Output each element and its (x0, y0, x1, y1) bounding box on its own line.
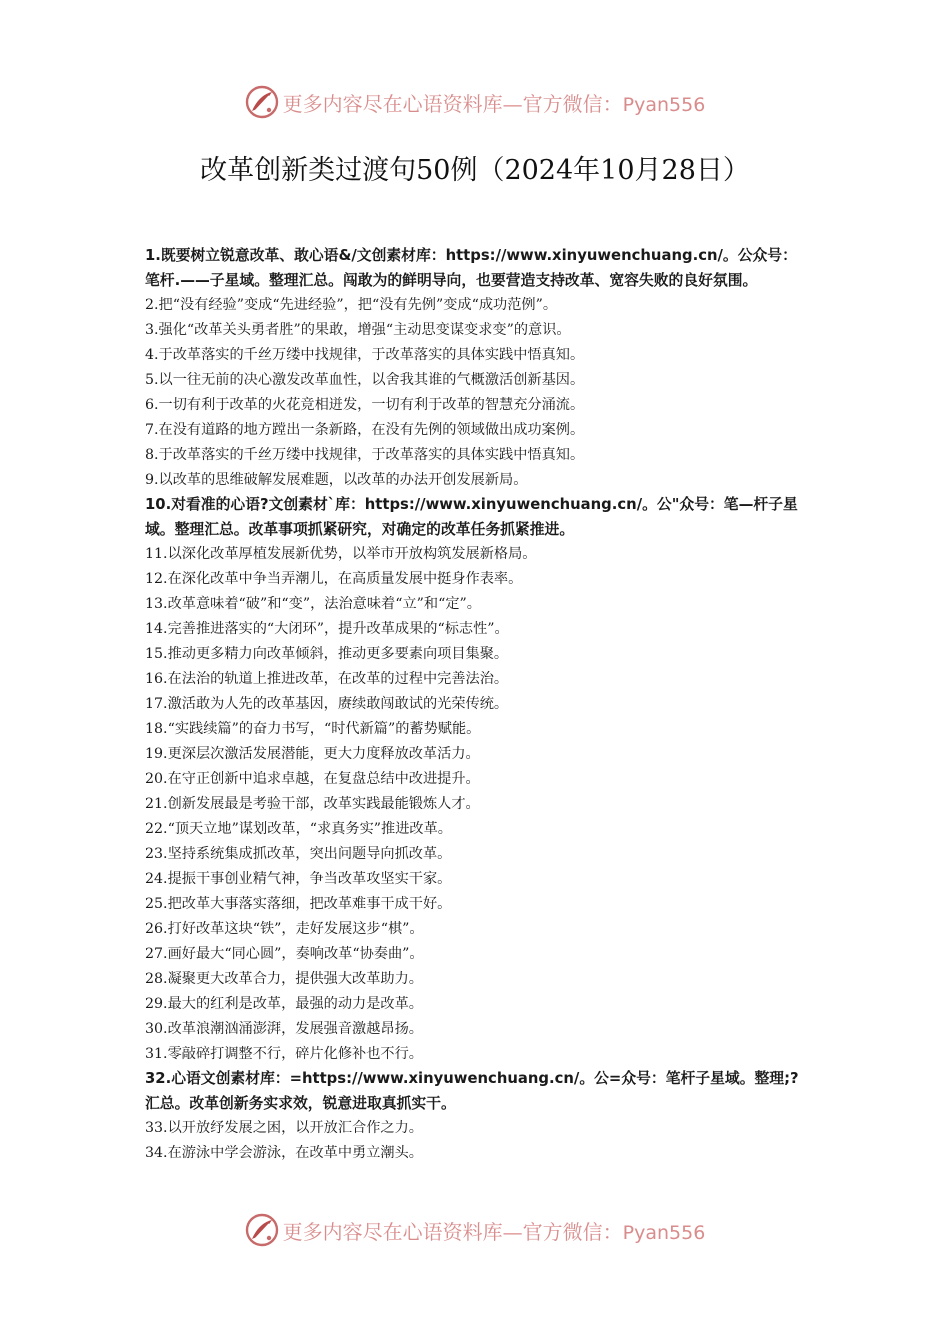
list-item: 15.推动更多精力向改革倾斜，推动更多要素向项目集聚。 (145, 646, 509, 662)
list-item: 3.强化“改革关头勇者胜”的果敢，增强“主动思变谋变求变”的意识。 (145, 322, 571, 338)
list-item: 32.心语文创素材库：=https://www.xinyuwenchuang.cn/。公=众号：笔杆子星域。整理;?汇总。改革创新务实求效，锐意进取真抓实干。 (145, 1070, 799, 1112)
list-item: 22.“顶天立地”谋划改革，“求真务实”推进改革。 (145, 821, 452, 837)
list-item: 24.提振干事创业精气神，争当改革攻坚实干家。 (145, 871, 452, 887)
list-item: 16.在法治的轨道上推进改革，在改革的过程中完善法治。 (145, 671, 509, 687)
list-item: 31.零敲碎打调整不行，碎片化修补也不行。 (145, 1046, 423, 1062)
list-item: 23.坚持系统集成抓改革，突出问题导向抓改革。 (145, 846, 452, 862)
list-item: 25.把改革大事落实落细，把改革难事干成干好。 (145, 896, 452, 912)
list-item: 29.最大的红利是改革，最强的动力是改革。 (145, 996, 423, 1012)
list-item: 17.激活敢为人先的改革基因，赓续敢闯敢试的光荣传统。 (145, 696, 509, 712)
page-title: 改革创新类过渡句50例（2024年10月28日） (200, 155, 750, 186)
banner-text: 更多内容尽在心语资料库—官方微信：Pyan556 (282, 1219, 706, 1244)
list-item: 30.改革浪潮汹涌澎湃，发展强音激越昂扬。 (145, 1021, 423, 1037)
list-item: 34.在游泳中学会游泳，在改革中勇立潮头。 (145, 1145, 423, 1161)
list-item: 5.以一往无前的决心激发改革血性，以舍我其谁的气概激活创新基因。 (145, 372, 585, 388)
banner-handle: Pyan556 (622, 93, 706, 116)
list-item: 26.打好改革这块“铁”，走好发展这步“棋”。 (145, 921, 424, 937)
list-item: 28.凝聚更大改革合力，提供强大改革助力。 (145, 971, 423, 987)
list-item: 7.在没有道路的地方蹚出一条新路，在没有先例的领域做出成功案例。 (145, 422, 585, 438)
banner-text: 更多内容尽在心语资料库—官方微信：Pyan556 (282, 91, 706, 116)
list-item: 19.更深层次激活发展潜能，更大力度释放改革活力。 (145, 746, 480, 762)
footer-watermark-banner (0, 1210, 950, 1250)
list-item: 21.创新发展最是考验干部，改革实践最能锻炼人才。 (145, 796, 480, 812)
header-watermark-banner (0, 82, 950, 122)
list-item: 8.于改革落实的千丝万缕中找规律，于改革落实的具体实践中悟真知。 (145, 447, 585, 463)
list-item: 10.对看准的心语?文创素材`库：https://www.xinyuwenchuang.cn/。公"众号：笔—杆子星域。整理汇总。改革事项抓紧研究，对确定的改革任务抓紧推进。 (145, 496, 798, 538)
brand-logo-icon (245, 85, 279, 119)
list-item: 33.以开放纾发展之困，以开放汇合作之力。 (145, 1120, 423, 1136)
list-item: 6.一切有利于改革的火花竞相迸发，一切有利于改革的智慧充分涌流。 (145, 397, 585, 413)
banner-handle: Pyan556 (622, 1221, 706, 1244)
list-item: 9.以改革的思维破解发展难题，以改革的办法开创发展新局。 (145, 472, 528, 488)
list-item: 12.在深化改革中争当弄潮儿，在高质量发展中挺身作表率。 (145, 571, 523, 587)
list-item: 4.于改革落实的千丝万缕中找规律，于改革落实的具体实践中悟真知。 (145, 347, 585, 363)
list-item: 20.在守正创新中追求卓越，在复盘总结中改进提升。 (145, 771, 480, 787)
list-item: 13.改革意味着“破”和“变”，法治意味着“立”和“定”。 (145, 596, 481, 612)
list-item: 11.以深化改革厚植发展新优势，以举市开放构筑发展新格局。 (145, 546, 537, 562)
list-item: 18.“实践续篇”的奋力书写，“时代新篇”的蓄势赋能。 (145, 721, 481, 737)
list-item: 1.既要树立锐意改革、敢心语&/文创素材库：https://www.xinyuwenchuang.cn/。公众号：笔杆.——子星域。整理汇总。闯敢为的鲜明导向，也要营造支持改革、宽容失败的良好氛围。 (145, 247, 797, 289)
brand-logo-icon (245, 1213, 279, 1247)
document-body (145, 244, 810, 1166)
list-item: 14.完善推进落实的“大闭环”，提升改革成果的“标志性”。 (145, 621, 509, 637)
list-item: 2.把“没有经验”变成“先进经验”，把“没有先例”变成“成功范例”。 (145, 297, 558, 313)
list-item: 27.画好最大“同心圆”，奏响改革“协奏曲”。 (145, 946, 424, 962)
